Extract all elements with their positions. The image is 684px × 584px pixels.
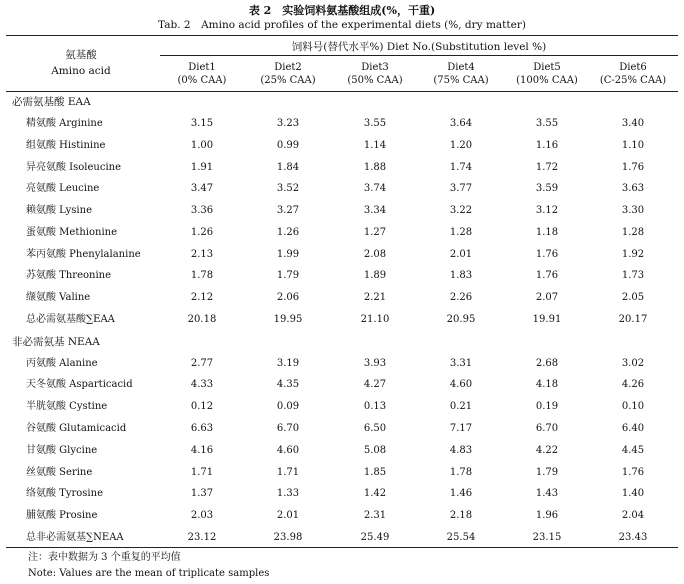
- table-cell: 0.19: [535, 401, 559, 412]
- table-cell: 0.12: [190, 401, 214, 412]
- bottom-rule: [6, 547, 678, 548]
- table-cell: 1.10: [621, 140, 645, 151]
- table-cell: 6.63: [190, 423, 214, 434]
- table-cell: 3.93: [363, 358, 387, 369]
- table-cell: 1.42: [363, 488, 387, 499]
- table-cell: 2.18: [449, 510, 473, 521]
- table-cell: 5.08: [363, 445, 387, 456]
- table-cell: 2.04: [621, 510, 645, 521]
- table-cell: 3.02: [621, 358, 645, 369]
- table-cell: 2.03: [190, 510, 214, 521]
- table-cell: 0.10: [621, 401, 645, 412]
- table-cell: 3.23: [276, 118, 300, 129]
- table-cell: 1.78: [190, 270, 214, 281]
- table-cell: 3.12: [535, 205, 559, 216]
- row-label: 脯氨酸 Prosine: [26, 510, 98, 521]
- table-cell: 1.76: [535, 270, 559, 281]
- table-cell: 3.40: [621, 118, 645, 129]
- row-label: 异亮氨酸 Isoleucine: [26, 162, 121, 173]
- table-cell: 4.83: [449, 445, 473, 456]
- row-label: 总必需氨基酸∑EAA: [26, 314, 115, 325]
- table-cell: 4.27: [363, 379, 387, 390]
- diet-column-name: Diet1: [188, 62, 216, 73]
- table-cell: 1.76: [621, 162, 645, 173]
- table-cell: 1.18: [535, 227, 559, 238]
- table-cell: 6.70: [276, 423, 300, 434]
- row-label: 丙氨酸 Alanine: [26, 358, 98, 369]
- table-cell: 2.26: [449, 292, 473, 303]
- table-cell: 1.28: [621, 227, 645, 238]
- table-cell: 4.33: [190, 379, 214, 390]
- table-cell: 4.26: [621, 379, 645, 390]
- table-cell: 1.99: [276, 249, 300, 260]
- table-cell: 23.12: [187, 532, 217, 543]
- diet-column-level: (0% CAA): [177, 75, 227, 86]
- table-cell: 0.99: [276, 140, 300, 151]
- table-cell: 2.07: [535, 292, 559, 303]
- table-cell: 1.78: [449, 467, 473, 478]
- table-cell: 1.96: [535, 510, 559, 521]
- table-cell: 1.20: [449, 140, 473, 151]
- table-cell: 2.68: [535, 358, 559, 369]
- table-cell: 4.16: [190, 445, 214, 456]
- table-cell: 1.37: [190, 488, 214, 499]
- table-cell: 1.83: [449, 270, 473, 281]
- table-cell: 1.46: [449, 488, 473, 499]
- table-cell: 3.77: [449, 183, 473, 194]
- diet-column-name: Diet5: [533, 62, 561, 73]
- row-label: 丝氨酸 Serine: [26, 467, 93, 478]
- table-cell: 4.45: [621, 445, 645, 456]
- table-cell: 3.47: [190, 183, 214, 194]
- table-cell: 4.60: [449, 379, 473, 390]
- table-cell: 3.19: [276, 358, 300, 369]
- table-cell: 3.63: [621, 183, 645, 194]
- diet-column-level: (100% CAA): [516, 75, 578, 86]
- table-cell: 1.76: [621, 467, 645, 478]
- table-cell: 1.26: [190, 227, 214, 238]
- table-cell: 3.64: [449, 118, 473, 129]
- section-label: 非必需氨基 NEAA: [12, 336, 100, 348]
- table-cell: 1.16: [535, 140, 559, 151]
- table-cell: 3.22: [449, 205, 473, 216]
- table-cell: 0.09: [276, 401, 300, 412]
- diet-column-level: (C-25% CAA): [599, 75, 667, 86]
- table-cell: 23.43: [618, 532, 648, 543]
- table-cell: 1.33: [276, 488, 300, 499]
- table-cell: 1.73: [621, 270, 645, 281]
- header-amino-acid-en: Amino acid: [51, 65, 111, 77]
- table-cell: 0.21: [449, 401, 473, 412]
- table-cell: 1.84: [276, 162, 300, 173]
- row-label: 赖氨酸 Lysine: [26, 205, 92, 216]
- table-cell: 20.17: [618, 314, 648, 325]
- table-cell: 7.17: [449, 423, 473, 434]
- row-label: 谷氨酸 Glutamicacid: [26, 423, 127, 434]
- diet-column-name: Diet6: [619, 62, 647, 73]
- table-cell: 25.49: [360, 532, 390, 543]
- row-label: 总非必需氨基∑NEAA: [26, 532, 124, 543]
- table-cell: 1.43: [535, 488, 559, 499]
- table-cell: 2.06: [276, 292, 300, 303]
- row-label: 亮氨酸 Leucine: [26, 183, 100, 194]
- table-cell: 21.10: [360, 314, 390, 325]
- table-cell: 6.40: [621, 423, 645, 434]
- table-cell: 19.95: [273, 314, 303, 325]
- diet-column-name: Diet3: [361, 62, 389, 73]
- table-cell: 1.88: [363, 162, 387, 173]
- row-label: 甘氨酸 Glycine: [26, 445, 98, 456]
- row-label: 缬氨酸 Valine: [26, 292, 91, 303]
- diet-column-name: Diet2: [274, 62, 302, 73]
- table-cell: 1.79: [535, 467, 559, 478]
- row-label: 半胱氨酸 Cystine: [26, 401, 108, 412]
- table-cell: 6.50: [363, 423, 387, 434]
- table-cell: 1.71: [276, 467, 300, 478]
- table-title-en: Tab. 2 Amino acid profiles of the experimental diets (%, dry matter): [158, 19, 526, 31]
- table-cell: 0.13: [363, 401, 387, 412]
- header-sub-rule: [160, 55, 678, 56]
- header-diet-number: 饲料号(替代水平%) Diet No.(Substitution level %): [291, 41, 547, 53]
- table-cell: 1.28: [449, 227, 473, 238]
- section-label: 必需氨基酸 EAA: [12, 96, 91, 108]
- row-label: 络氨酸 Tyrosine: [26, 488, 103, 499]
- table-cell: 25.54: [446, 532, 476, 543]
- table-cell: 2.01: [449, 249, 473, 260]
- table-cell: 20.95: [446, 314, 476, 325]
- table-note-en: Note: Values are the mean of triplicate samples: [28, 568, 270, 579]
- table-cell: 2.01: [276, 510, 300, 521]
- row-label: 苏氨酸 Threonine: [26, 270, 112, 281]
- diet-column-level: (50% CAA): [347, 75, 403, 86]
- table-cell: 3.27: [276, 205, 300, 216]
- diet-column-name: Diet4: [447, 62, 475, 73]
- table-cell: 2.13: [190, 249, 214, 260]
- row-label: 精氨酸 Arginine: [26, 118, 103, 129]
- table-title-cn: 表 2 实验饲料氨基酸组成(%，干重): [248, 4, 436, 17]
- table-cell: 23.15: [532, 532, 562, 543]
- table-cell: 2.21: [363, 292, 387, 303]
- table-cell: 1.91: [190, 162, 214, 173]
- table-cell: 3.31: [449, 358, 473, 369]
- table-note-cn: 注：表中数据为 3 个重复的平均值: [28, 552, 181, 563]
- table-cell: 2.31: [363, 510, 387, 521]
- table-cell: 2.05: [621, 292, 645, 303]
- table-cell: 3.30: [621, 205, 645, 216]
- row-label: 蛋氨酸 Methionine: [26, 227, 118, 238]
- table-cell: 3.52: [276, 183, 300, 194]
- table-cell: 3.59: [535, 183, 559, 194]
- table-cell: 3.55: [363, 118, 387, 129]
- table-cell: 20.18: [187, 314, 217, 325]
- table-cell: 1.14: [363, 140, 387, 151]
- table-cell: 1.00: [190, 140, 214, 151]
- table-cell: 1.76: [535, 249, 559, 260]
- table-cell: 19.91: [532, 314, 562, 325]
- table-cell: 4.60: [276, 445, 300, 456]
- table-cell: 3.36: [190, 205, 214, 216]
- row-label: 苯丙氨酸 Phenylalanine: [26, 249, 141, 260]
- row-label: 天冬氨酸 Asparticacid: [26, 379, 133, 390]
- table-cell: 1.74: [449, 162, 473, 173]
- table-cell: 3.55: [535, 118, 559, 129]
- table-cell: 1.89: [363, 270, 387, 281]
- table-cell: 3.74: [363, 183, 387, 194]
- table-cell: 1.72: [535, 162, 559, 173]
- row-label: 组氨酸 Histinine: [26, 140, 106, 151]
- table-cell: 23.98: [273, 532, 303, 543]
- diet-column-level: (25% CAA): [260, 75, 316, 86]
- table-cell: 4.35: [276, 379, 300, 390]
- table-cell: 1.27: [363, 227, 387, 238]
- table-cell: 1.71: [190, 467, 214, 478]
- table-cell: 1.85: [363, 467, 387, 478]
- table-cell: 4.22: [535, 445, 559, 456]
- table-cell: 1.92: [621, 249, 645, 260]
- table-cell: 3.34: [363, 205, 387, 216]
- table-cell: 4.18: [535, 379, 559, 390]
- table-cell: 2.08: [363, 249, 387, 260]
- diet-column-level: (75% CAA): [433, 75, 489, 86]
- table-cell: 6.70: [535, 423, 559, 434]
- top-rule: [6, 35, 678, 36]
- table-cell: 1.26: [276, 227, 300, 238]
- table-cell: 2.77: [190, 358, 214, 369]
- table-cell: 1.79: [276, 270, 300, 281]
- header-bottom-rule: [6, 91, 678, 92]
- table-cell: 1.40: [621, 488, 645, 499]
- table-cell: 3.15: [190, 118, 214, 129]
- table-cell: 2.12: [190, 292, 214, 303]
- header-amino-acid-cn: 氨基酸: [65, 49, 97, 61]
